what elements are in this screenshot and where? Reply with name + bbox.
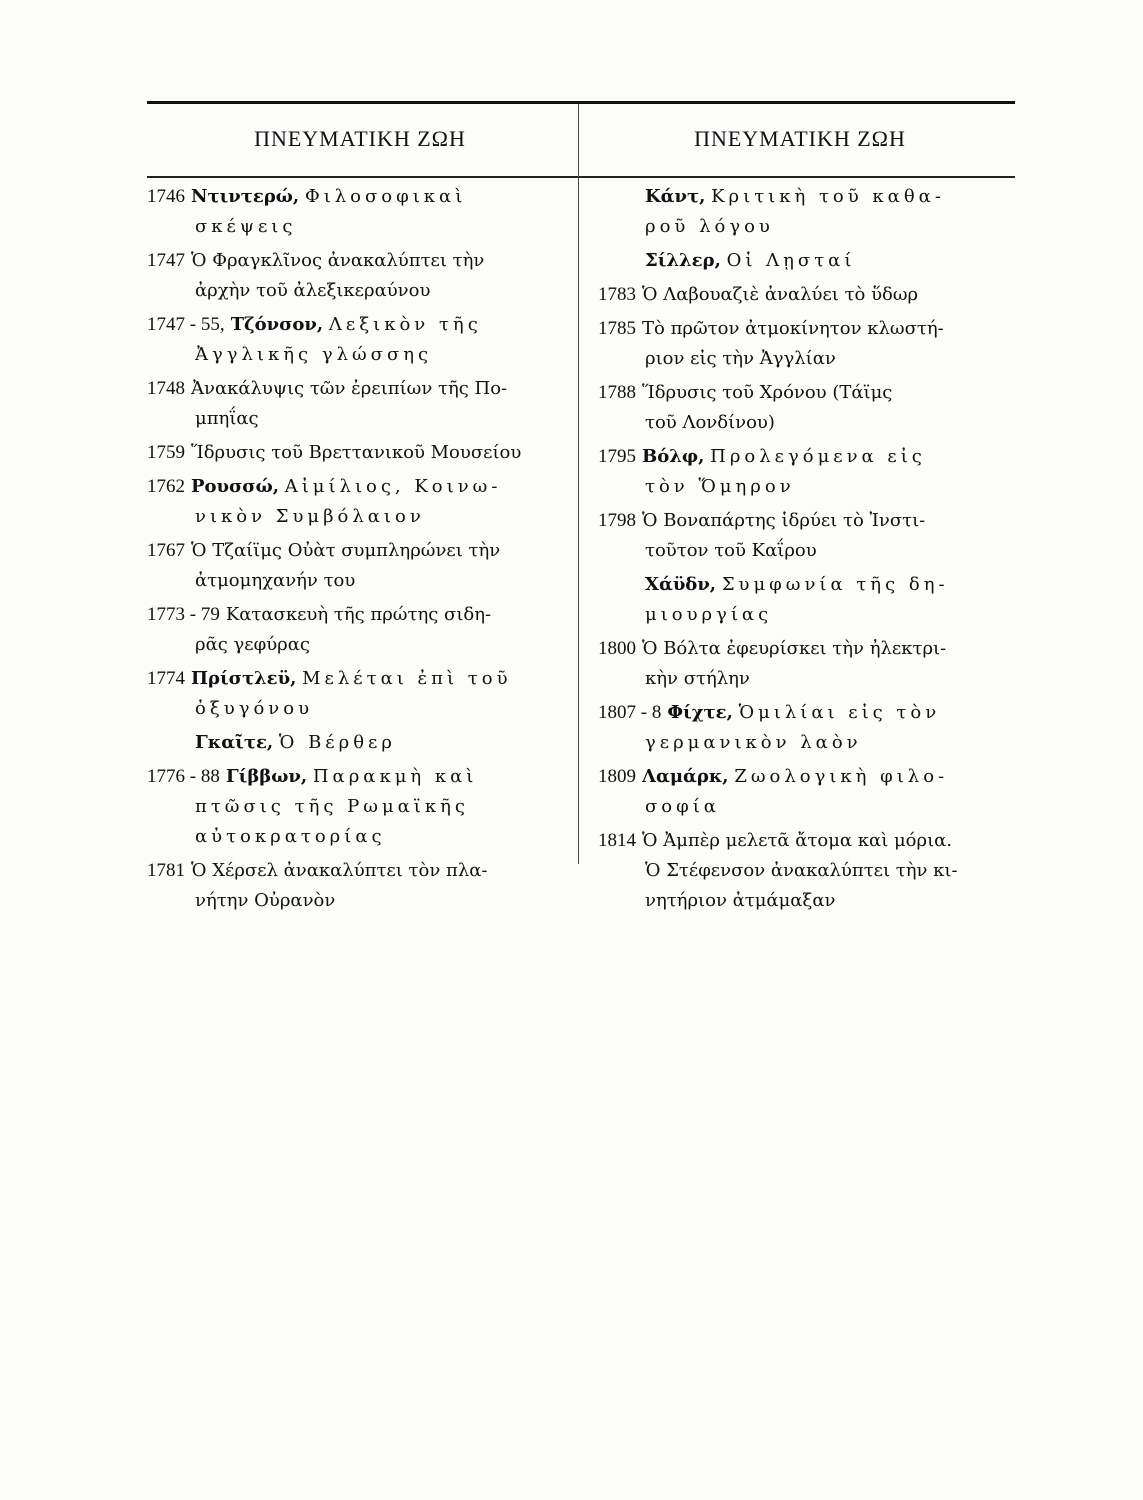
entry-text <box>195 276 569 306</box>
right-column <box>598 182 1016 920</box>
entry-spacer <box>598 916 1016 920</box>
entry-text <box>642 762 1016 792</box>
entry-line <box>147 566 569 596</box>
entry-line <box>598 698 1016 728</box>
entry-line <box>147 694 569 724</box>
chronology-entry <box>147 728 569 758</box>
entry-line <box>598 728 1016 758</box>
entry-text <box>191 438 569 468</box>
chronology-entry <box>147 856 569 916</box>
entry-year: 1747 - 55, <box>147 314 225 335</box>
entry-description: Παρακμὴ καὶ <box>312 766 478 787</box>
entry-year: 1781 <box>147 860 185 881</box>
entry-text <box>642 280 1016 310</box>
entry-description: πτῶσις τῆς Ρωμαϊκῆς <box>195 796 469 817</box>
entry-text <box>226 600 569 630</box>
entry-description: Μελέται ἐπὶ τοῦ <box>302 668 512 689</box>
entry-description: Ὁ Ἀμπὲρ μελετᾶ ἄτομα καὶ μόρια. <box>642 830 953 851</box>
entry-spacer <box>147 916 569 920</box>
entry-description: μπηΐας <box>195 408 259 429</box>
entry-description: Φιλοσοφικαὶ <box>304 186 467 207</box>
header-rule <box>147 176 1015 178</box>
entry-line <box>147 886 569 916</box>
entry-text <box>645 792 1016 822</box>
entry-description: Ἀνακάλυψις τῶν ἐρειπίων τῆς Πο- <box>191 378 508 399</box>
chronology-entry <box>598 182 1016 242</box>
chronology-entry <box>598 314 1016 374</box>
entry-author: Ρουσσώ, <box>191 476 279 497</box>
entry-year: 1814 <box>598 830 636 851</box>
entry-line <box>147 246 569 276</box>
entry-line <box>147 822 569 852</box>
entry-description: Ὁ Βόλτα ἐφευρίσκει τὴν ἠλεκτρι- <box>642 638 947 659</box>
entry-description: ὀξυγόνου <box>195 698 314 719</box>
entry-text <box>642 378 1016 408</box>
entry-line <box>598 280 1016 310</box>
entry-description: γερμανικὸν λαὸν <box>645 732 862 753</box>
entry-line <box>598 472 1016 502</box>
entry-author: Χάϋδν, <box>645 574 717 595</box>
entry-description: Ὁμιλίαι εἰς τὸν <box>738 702 941 723</box>
entry-description: Ὁ Στέφενσον ἀνακαλύπτει τὴν κι- <box>645 860 958 881</box>
entry-text <box>642 634 1016 664</box>
entry-line <box>147 630 569 660</box>
column-divider <box>578 104 579 864</box>
entry-line <box>147 792 569 822</box>
entry-text <box>195 404 569 434</box>
entry-text <box>645 856 1016 886</box>
entry-description: Κριτικὴ τοῦ καθα- <box>711 186 945 207</box>
entry-description: τοῦτον τοῦ Καΐρου <box>645 540 817 561</box>
entry-description: ριον εἰς τὴν Ἀγγλίαν <box>645 348 836 369</box>
entry-author: Σίλλερ, <box>645 250 721 271</box>
entry-year: 1746 <box>147 186 185 207</box>
entry-text <box>645 246 1016 276</box>
entry-description: σκέψεις <box>195 216 297 237</box>
entry-text <box>645 212 1016 242</box>
entry-text <box>195 566 569 596</box>
entry-text <box>191 374 569 404</box>
entry-description: Λεξικὸν τῆς <box>328 314 482 335</box>
entry-text <box>667 698 1016 728</box>
entry-description: Ἀγγλικῆς γλώσσης <box>195 344 433 365</box>
entry-text <box>645 408 1016 438</box>
entry-description: τοῦ Λονδίνου) <box>645 412 775 433</box>
entry-line <box>598 762 1016 792</box>
entry-line <box>598 826 1016 856</box>
entry-year: 1767 <box>147 540 185 561</box>
entry-description: μιουργίας <box>645 604 773 625</box>
entry-line <box>147 212 569 242</box>
entry-line <box>147 340 569 370</box>
entry-year: 1748 <box>147 378 185 399</box>
entry-description: τὸν Ὅμηρον <box>645 476 795 497</box>
entry-line <box>598 600 1016 630</box>
entry-year: 1747 <box>147 250 185 271</box>
chronology-entry <box>147 310 569 370</box>
entry-description: αὐτοκρατορίας <box>195 826 386 847</box>
entry-line <box>598 408 1016 438</box>
entry-author: Πρίστλεϋ, <box>191 668 297 689</box>
chronology-entry <box>598 762 1016 822</box>
chronology-entry <box>598 246 1016 276</box>
entry-text <box>195 212 569 242</box>
entry-line <box>598 378 1016 408</box>
entry-author: Γκαῖτε, <box>195 732 274 753</box>
chronology-entry <box>598 698 1016 758</box>
entry-text <box>195 630 569 660</box>
entry-year: 1785 <box>598 318 636 339</box>
entry-description: ἀτμομηχανήν του <box>195 570 356 591</box>
entry-description: Οἱ Λῃσταί <box>726 250 856 271</box>
entry-line <box>598 664 1016 694</box>
entry-text <box>195 340 569 370</box>
entry-line <box>147 600 569 630</box>
entry-year: 1788 <box>598 382 636 403</box>
entry-line <box>598 442 1016 472</box>
chronology-entry <box>147 664 569 724</box>
entry-description: Συμφωνία τῆς δη- <box>721 574 949 595</box>
entry-year: 1773 - 79 <box>147 604 220 625</box>
entry-description: Προλεγόμενα εἰς <box>710 446 926 467</box>
entry-line <box>598 886 1016 916</box>
entry-text <box>195 728 569 758</box>
entry-description: νικὸν Συμβόλαιον <box>195 506 425 527</box>
chronology-entry <box>598 280 1016 310</box>
entry-description: Ὁ Τζαίϊμς Οὐὰτ συμπληρώνει τὴν <box>191 540 501 561</box>
entry-text <box>191 182 569 212</box>
entry-text <box>642 506 1016 536</box>
entry-text <box>191 856 569 886</box>
entry-text <box>645 472 1016 502</box>
entry-line <box>147 728 569 758</box>
entry-line <box>147 404 569 434</box>
entry-text <box>645 570 1016 600</box>
entry-text <box>191 246 569 276</box>
entry-text <box>642 442 1016 472</box>
entry-author: Λαμάρκ, <box>642 766 729 787</box>
entry-line <box>147 536 569 566</box>
entry-text <box>642 314 1016 344</box>
chronology-entry <box>147 762 569 852</box>
entry-description: ἀρχὴν τοῦ ἀλεξικεραύνου <box>195 280 431 301</box>
entry-description: Ὁ Φραγκλῖνος ἀνακαλύπτει τὴν <box>191 250 485 271</box>
entry-line <box>598 856 1016 886</box>
entry-year: 1783 <box>598 284 636 305</box>
entry-description: Ὁ Βέρθερ <box>278 732 396 753</box>
chronology-entry <box>598 442 1016 502</box>
entry-line <box>147 182 569 212</box>
entry-text <box>191 536 569 566</box>
entry-description: νητήριον ἀτμάμαξαν <box>645 890 836 911</box>
chronology-entry <box>147 246 569 306</box>
entry-year: 1809 <box>598 766 636 787</box>
entry-year: 1800 <box>598 638 636 659</box>
entry-text <box>642 826 1016 856</box>
entry-author: Φίχτε, <box>667 702 733 723</box>
entry-line <box>147 856 569 886</box>
entry-year: 1774 <box>147 668 185 689</box>
entry-description: Αἰμίλιος, Κοινω- <box>284 476 502 497</box>
entry-author: Ντιντερώ, <box>191 186 300 207</box>
entry-text <box>645 182 1016 212</box>
entry-text <box>645 536 1016 566</box>
chronology-entry <box>147 182 569 242</box>
entry-line <box>147 374 569 404</box>
entry-text <box>645 664 1016 694</box>
chronology-entry <box>598 378 1016 438</box>
entry-author: Κάντ, <box>645 186 706 207</box>
entry-description: κὴν στήλην <box>645 668 750 689</box>
entry-text <box>191 472 569 502</box>
entry-text <box>231 310 569 340</box>
entry-text <box>195 886 569 916</box>
entry-line <box>598 792 1016 822</box>
entry-line <box>598 314 1016 344</box>
chronology-entry <box>147 438 569 468</box>
entry-year: 1807 - 8 <box>598 702 662 723</box>
chronology-entry <box>147 472 569 532</box>
entry-line <box>598 344 1016 374</box>
entry-line <box>598 246 1016 276</box>
entry-text <box>195 792 569 822</box>
entry-line <box>147 502 569 532</box>
entry-line <box>598 212 1016 242</box>
chronology-entry <box>598 570 1016 630</box>
entry-description: σοφία <box>645 796 720 817</box>
entry-line <box>147 762 569 792</box>
chronology-entry <box>598 634 1016 694</box>
entry-line <box>147 664 569 694</box>
chronology-entry <box>147 600 569 660</box>
entry-text <box>645 886 1016 916</box>
chronology-entry <box>598 826 1016 916</box>
entry-line <box>147 438 569 468</box>
chronology-entry <box>598 506 1016 566</box>
entry-line <box>598 570 1016 600</box>
entry-description: Κατασκευὴ τῆς πρώτης σιδη- <box>225 604 492 625</box>
entry-year: 1759 <box>147 442 185 463</box>
entry-author: Τζόνσον, <box>230 314 324 335</box>
entry-description: ροῦ λόγου <box>645 216 774 237</box>
entry-year: 1798 <box>598 510 636 531</box>
entry-text <box>195 694 569 724</box>
entry-line <box>598 536 1016 566</box>
entry-author: Γίββων, <box>225 766 308 787</box>
entry-description: Ὁ Χέρσελ ἀνακαλύπτει τὸν πλα- <box>191 860 488 881</box>
entry-line <box>598 634 1016 664</box>
entry-text <box>226 762 569 792</box>
entry-line <box>147 276 569 306</box>
entry-line <box>598 182 1016 212</box>
entry-description: Ἵδρυσις τοῦ Βρεττανικοῦ Μουσείου <box>191 442 522 463</box>
entry-text <box>645 344 1016 374</box>
entry-text <box>191 664 569 694</box>
entry-text <box>195 502 569 532</box>
entry-year: 1776 - 88 <box>147 766 220 787</box>
entry-description: Ζωολογικὴ φιλο- <box>734 766 949 787</box>
chronology-entry <box>147 536 569 596</box>
entry-line <box>147 310 569 340</box>
entry-description: ρᾶς γεφύρας <box>195 634 310 655</box>
entry-year: 1795 <box>598 446 636 467</box>
entry-description: Ἵδρυσις τοῦ Χρόνου (Τάϊμς <box>642 382 893 403</box>
entry-line <box>147 472 569 502</box>
left-column-header: ΠΝΕΥΜΑΤΙΚΗ ΖΩΗ <box>254 126 466 151</box>
chronology-entry <box>147 374 569 434</box>
left-column <box>147 182 569 920</box>
right-column-header: ΠΝΕΥΜΑΤΙΚΗ ΖΩΗ <box>694 126 906 151</box>
entry-description: νήτην Οὐρανὸν <box>195 890 336 911</box>
entry-text <box>645 728 1016 758</box>
top-rule <box>147 101 1015 104</box>
entry-text <box>195 822 569 852</box>
entry-description: Ὁ Βοναπάρτης ἱδρύει τὸ Ἰνστι- <box>642 510 926 531</box>
entry-line <box>598 506 1016 536</box>
entry-text <box>645 600 1016 630</box>
entry-year: 1762 <box>147 476 185 497</box>
entry-author: Βόλφ, <box>642 446 705 467</box>
entry-description: Τὸ πρῶτον ἀτμοκίνητον κλωστή- <box>642 318 944 339</box>
entry-description: Ὁ Λαβουαζιὲ ἀναλύει τὸ ὕδωρ <box>642 284 919 305</box>
